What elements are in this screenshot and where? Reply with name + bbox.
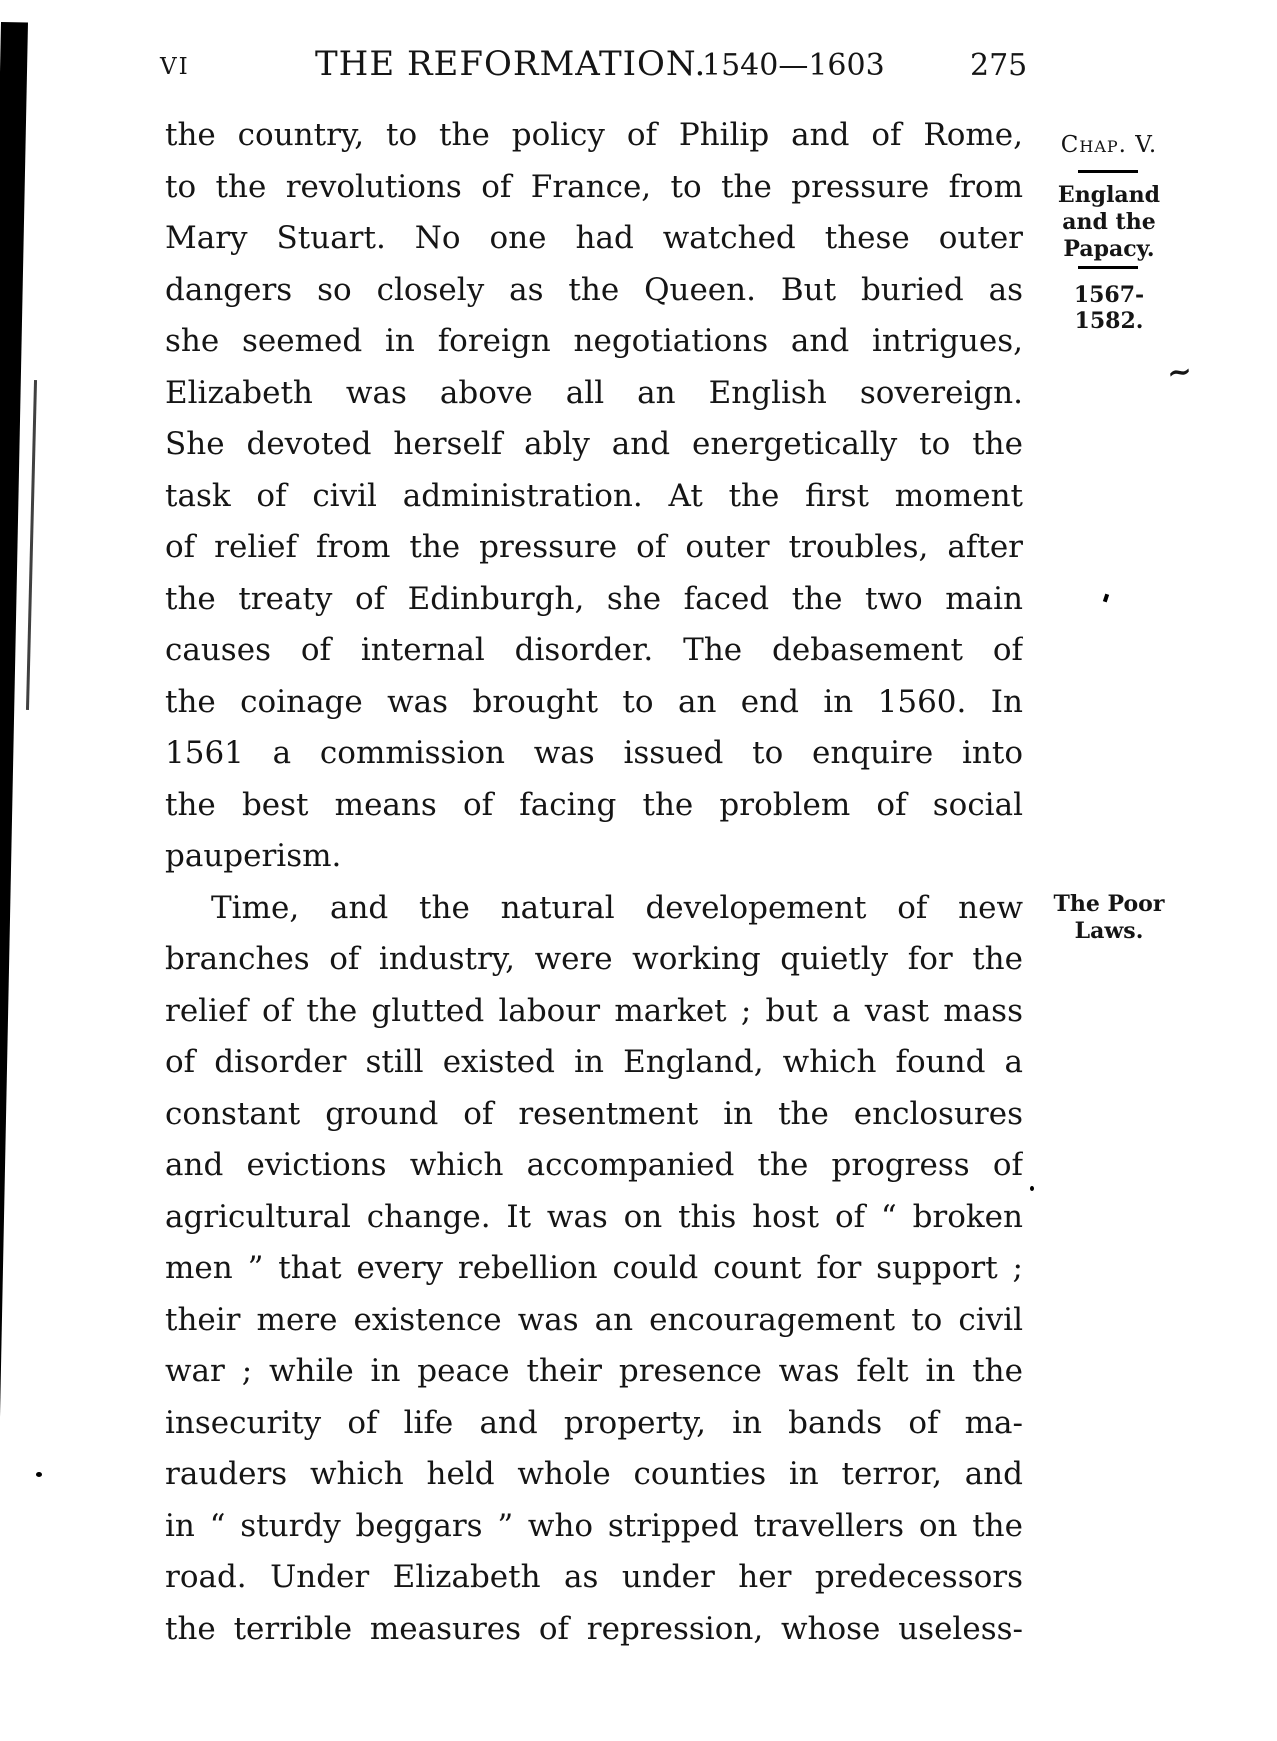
text-line: the terrible measures of repression, whose useless-	[165, 1610, 1023, 1647]
text-line: the coinage was brought to an end in 1560. In	[165, 683, 1023, 720]
scan-gutter-bar-artifact	[0, 22, 28, 1741]
text-line: agricultural change. It was on this host of “ broken	[165, 1198, 1023, 1235]
text-line: 1561 a commission was issued to enquire into	[165, 735, 1023, 771]
text-line: men ” that every rebellion could count for support ;	[165, 1250, 1023, 1286]
text-line: in “ sturdy beggars ” who stripped travellers on the	[165, 1507, 1023, 1544]
margin-note-line: and the	[1062, 209, 1156, 235]
text-line: rauders which held whole counties in terror, and	[165, 1456, 1023, 1492]
header-page-number: 275	[970, 48, 1028, 83]
margin-note-line: Papacy.	[1063, 236, 1155, 262]
margin-rule	[1078, 266, 1138, 269]
text-line-paragraph-start: Time, and the natural developement of new	[211, 889, 1023, 926]
text-line: the country, to the policy of Philip and of Rome,	[165, 117, 1023, 153]
text-line: of disorder still existed in England, which found a	[165, 1044, 1023, 1080]
text-line: Elizabeth was above all an English sovereign.	[165, 374, 1023, 411]
text-line: relief of the glutted labour market ; but a vast mass	[165, 992, 1023, 1029]
ink-speck	[1103, 594, 1109, 603]
header-date-range: 1540—1603	[702, 48, 885, 83]
text-line: causes of internal disorder. The debasement of	[165, 632, 1023, 668]
margin-chapter-label: Chap. V.	[1060, 132, 1158, 158]
text-line: constant ground of resentment in the enclosures	[165, 1095, 1023, 1132]
ink-squiggle-mark: ~	[1164, 353, 1195, 392]
margin-poor-laws-note	[1050, 891, 1168, 945]
text-line: their mere existence was an encouragement to civil	[165, 1301, 1023, 1338]
text-line: she seemed in foreign negotiations and intrigues,	[165, 323, 1023, 359]
margin-section-note	[1050, 182, 1168, 263]
text-line: the best means of facing the problem of social	[165, 786, 1023, 823]
text-line: of relief from the pressure of outer troubles, after	[165, 529, 1023, 565]
text-line: task of civil administration. At the first moment	[165, 477, 1023, 514]
text-line: war ; while in peace their presence was felt in the	[165, 1353, 1023, 1389]
margin-note-line: England	[1057, 182, 1161, 208]
text-line: insecurity of life and property, in bands of ma-	[165, 1404, 1023, 1441]
text-line: She devoted herself ably and energetically to the	[165, 426, 1023, 462]
margin-note-line: The Poor	[1053, 891, 1165, 917]
scan-streak-artifact	[26, 380, 37, 710]
ink-speck	[36, 1472, 42, 1477]
margin-note-line: Laws.	[1074, 918, 1144, 944]
ink-speck	[1030, 1186, 1034, 1191]
text-line: Mary Stuart. No one had watched these outer	[165, 220, 1023, 256]
text-line: the treaty of Edinburgh, she faced the two main	[165, 580, 1023, 617]
text-line: branches of industry, were working quietly for the	[165, 941, 1023, 977]
header-volume-numeral: VI	[160, 54, 190, 80]
margin-rule	[1078, 170, 1138, 173]
margin-date-note: 1567-1582.	[1073, 282, 1145, 334]
text-line-paragraph-end: pauperism.	[165, 838, 342, 874]
text-line: and evictions which accompanied the progress of	[165, 1147, 1023, 1183]
text-line: dangers so closely as the Queen. But buried as	[165, 271, 1023, 308]
header-title: THE REFORMATION.	[315, 44, 707, 84]
body-text-block	[165, 110, 1023, 1655]
text-line: road. Under Elizabeth as under her predecessors	[165, 1559, 1023, 1595]
text-line: to the revolutions of France, to the pressure from	[165, 168, 1023, 205]
